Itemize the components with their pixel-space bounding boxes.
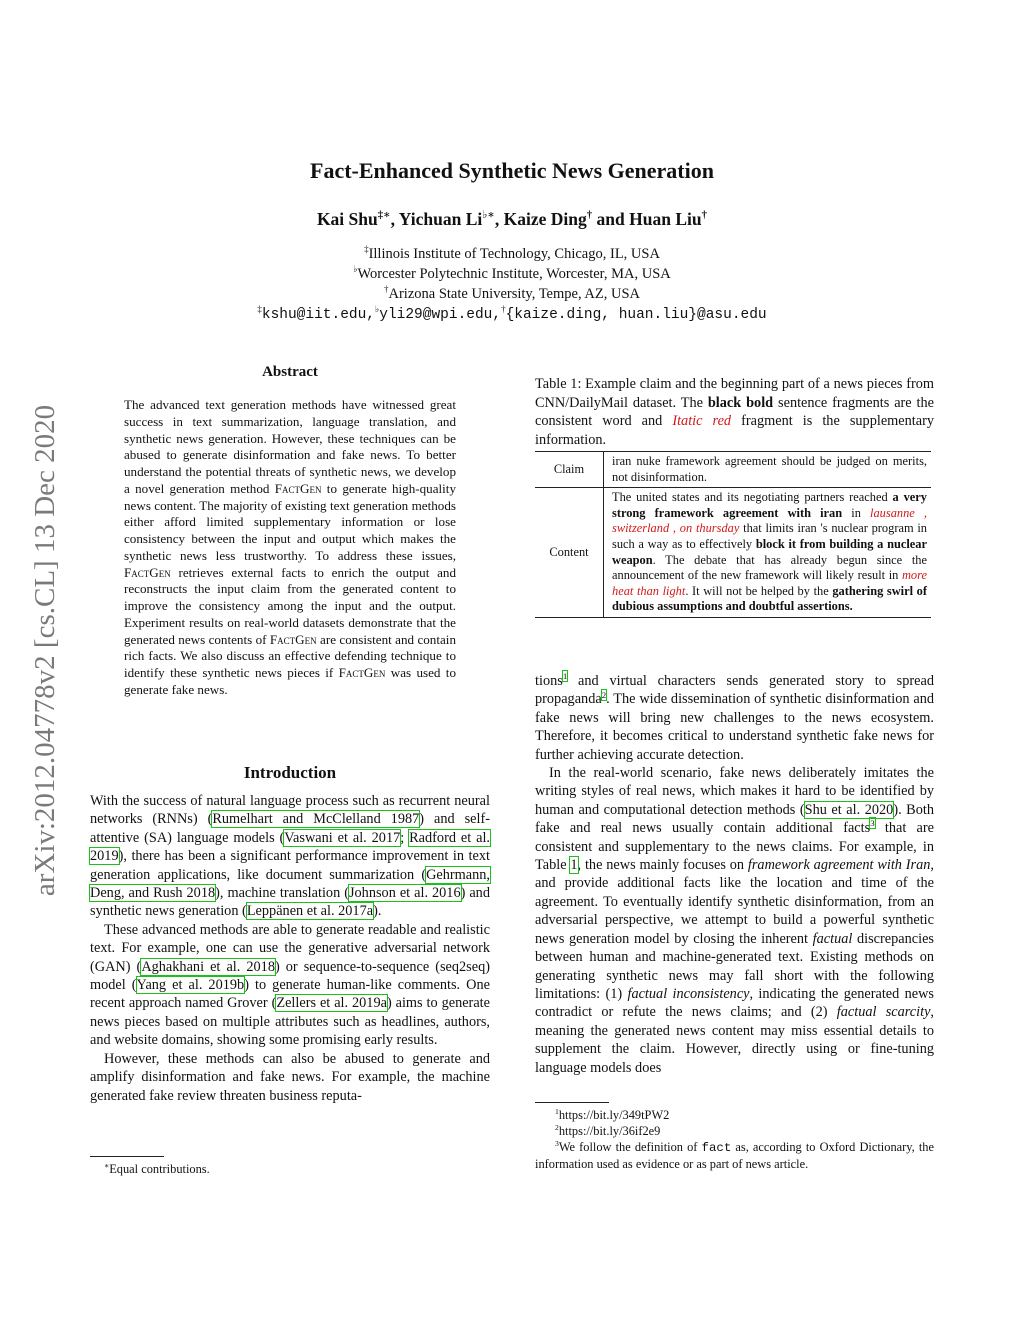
- table-row-content: [535, 488, 931, 618]
- text-run: . The debate that has already begun since the announcement of the new framework will likely result in: [612, 552, 927, 583]
- intro-left-column: [90, 792, 490, 1105]
- intro-paragraph: [535, 672, 934, 764]
- text-run: sentence fragments are the consistent word and: [535, 394, 935, 430]
- email-mark: †: [501, 304, 506, 315]
- footnote-url[interactable]: https://bit.ly/349tPW2: [558, 1108, 670, 1122]
- footnote-mark: 1: [555, 1106, 559, 1116]
- text-run-bold: gathering swirl of dubious assumptions and doubtful assertions.: [612, 583, 928, 614]
- text-run: ). Both fake and real news usually contain additional facts: [535, 801, 934, 837]
- text-run: ) or sequence-to-sequence (seq2seq) model (: [90, 958, 490, 994]
- intro-paragraph: [90, 792, 490, 921]
- text-run: and virtual characters sends generated story to spread propaganda: [535, 673, 934, 708]
- text-run: , the news mainly focuses on: [577, 857, 748, 874]
- footnote-item: [535, 1123, 934, 1139]
- footnote-text: Equal contributions.: [109, 1162, 210, 1176]
- text-run: that are consistent and supplementary to the news claims. For example, in Table: [535, 820, 934, 874]
- footnote-code: fact: [701, 1141, 732, 1155]
- arxiv-stamp-text: arXiv:2012.04778v2 [cs.CL] 13 Dec 2020: [29, 404, 62, 896]
- table-label-claim: Claim: [535, 452, 604, 488]
- footnote-link[interactable]: 1: [562, 671, 568, 682]
- text-run-italic: factual: [812, 930, 853, 947]
- intro-right-column: [535, 672, 934, 1077]
- text-run: ) and self-attentive (SA) language models (: [90, 811, 490, 846]
- author-separator: ,: [390, 209, 399, 229]
- text-run: , and provide additional facts like the location and time of the agreement. To eventually identify synthetic disinformation, from an adversarial perspective, we attempt to build a powerful synthetic news generation model by closing the inherent: [535, 857, 934, 947]
- citation-link[interactable]: Aghakhani et al. 2018: [141, 958, 275, 975]
- text-run: Table 1: Example claim and the beginning part of a news pieces from CNN/DailyMail dataset. The: [535, 376, 934, 411]
- footnote-text: as, according to Oxford Dictionary, the information used as evidence or as part of news article.: [535, 1140, 934, 1171]
- text-run-bold: a very strong framework agreement with iran: [612, 490, 927, 520]
- affiliation-text: Illinois Institute of Technology, Chicago, IL, USA: [368, 246, 660, 262]
- abstract-text: are consistent and contain rich facts. We also discuss an effective defending technique to identify these synthetic news pieces if: [124, 631, 456, 680]
- abstract-text: The advanced text generation methods have witnessed great success in text summarization, language translation, and synthetic news generation. However, these techniques can be abused to generate disinformation and fake news. To better understand the potential threats of synthetic news, we develop a novel generation method: [124, 397, 456, 496]
- citation-link[interactable]: Johnson et al. 2016: [348, 885, 461, 902]
- text-run: These advanced methods are able to generate readable and realistic text. For example, one can use the generative adversarial network (GAN) (: [90, 921, 490, 975]
- affiliation-text: Worcester Polytechnic Institute, Worcester, MA, USA: [357, 266, 671, 282]
- section-heading-introduction: Introduction: [243, 763, 337, 782]
- text-run: ), there has been a significant performance improvement in text generation applications, like document summarization (: [90, 848, 490, 883]
- author-mark: ‡∗: [377, 209, 391, 222]
- text-run: . It will not be helped by the: [685, 583, 833, 598]
- text-run: in: [842, 505, 871, 520]
- abstract-body: [124, 397, 456, 699]
- text-run: , meaning the generated news content may miss essential details to supplement the claim. However, directly using or fine-tuning language models does: [535, 1004, 934, 1076]
- affiliation: [0, 286, 1024, 303]
- footnote-item: [535, 1107, 934, 1123]
- footnote-item: [535, 1139, 934, 1172]
- email-link[interactable]: yli29@wpi.edu,: [379, 307, 502, 323]
- abstract-heading: Abstract: [262, 364, 318, 380]
- footnote-url[interactable]: https://bit.ly/36if2e9: [558, 1124, 661, 1138]
- text-run: ).: [373, 903, 382, 920]
- text-run: ) and synthetic news generation (: [90, 885, 490, 920]
- text-run: , indicating the generated news contradict or refute the news claims; and (2): [535, 985, 934, 1021]
- citation-link[interactable]: Radford et al. 2019: [90, 829, 490, 865]
- footnote-text: We follow the definition of: [558, 1140, 702, 1154]
- email-link[interactable]: {kaize.ding, huan.liu}@asu.edu: [505, 307, 767, 323]
- text-run: tions: [535, 673, 563, 689]
- text-run-italic: framework agreement with Iran: [747, 857, 931, 874]
- citation-link[interactable]: Gehrmann, Deng, and Rush 2018: [90, 866, 490, 902]
- method-name: FactGen: [338, 665, 386, 680]
- table-content-text: [604, 488, 932, 618]
- footnote-link[interactable]: 2: [601, 689, 607, 700]
- affiliation-mark: †: [384, 284, 389, 295]
- footnote-rule: [535, 1102, 609, 1103]
- abstract-text: retrieves external facts to enrich the output and reconstructs the input claim from the generated content to improve the consistency among the input and the output. Experiment results on real-world datasets demonstrate that the generated news contents of: [124, 564, 456, 647]
- abstract-text: was used to generate fake news.: [124, 665, 456, 697]
- citation-link[interactable]: Zellers et al. 2019a: [276, 995, 387, 1012]
- table-label-content: Content: [535, 488, 604, 618]
- affiliation-text: Arizona State University, Tempe, AZ, USA: [388, 286, 640, 302]
- text-run: discrepancies between human and machine-generated text. Existing methods on generating synthetic news may fall short with the following limitations: (1): [535, 930, 934, 1002]
- affiliation-mark: ‡: [364, 244, 369, 255]
- text-run-red: Itatic red: [672, 413, 732, 430]
- text-run-red: more heat than light: [612, 568, 927, 598]
- text-run: fragment is the supplementary information.: [535, 413, 935, 448]
- text-run: ) aims to generate news pieces based on multiple attributes such as headlines, authors, and website domains, showing some promising early results.: [90, 995, 490, 1049]
- author-separator: and: [592, 209, 630, 229]
- author-mark: ♭∗: [482, 209, 495, 222]
- author-name: Kaize Ding: [503, 209, 587, 229]
- text-run-red: lausanne , switzerland , on thursday: [612, 505, 928, 536]
- author-separator: ,: [494, 209, 504, 229]
- intro-paragraph: However, these methods can also be abused to generate and amplify disinformation and fake news. For example, the machine generated fake review threaten business reputa-: [90, 1050, 490, 1104]
- email-link[interactable]: kshu@iit.edu,: [261, 307, 375, 323]
- footnote-link[interactable]: 3: [870, 818, 875, 829]
- affiliation-mark: ♭: [353, 264, 358, 275]
- footnote-rule: [90, 1156, 164, 1157]
- table-claim-text: iran nuke framework agreement should be judged on merits, not disinformation.: [604, 452, 932, 488]
- author-list: [0, 209, 1024, 230]
- abstract-text: to generate high-quality news content. The majority of existing text generation methods either afford limited supplementary information or lose consistency between the input and output which makes the synthetic news less trustworthy. To address these issues,: [124, 480, 456, 563]
- table-row-claim: [535, 452, 931, 488]
- author-name: Huan Liu: [629, 209, 702, 229]
- author-mark: †: [586, 209, 593, 222]
- email-mark: ♭: [375, 304, 380, 315]
- text-run: ) to generate human-like comments. One recent approach named Grover (: [90, 977, 490, 1012]
- method-name: FactGen: [274, 480, 322, 496]
- example-table: [535, 451, 931, 618]
- footnotes-right: [535, 1107, 934, 1172]
- footnote-mark: 2: [555, 1122, 559, 1132]
- text-run: The united states and its negotiating partners reached: [612, 490, 893, 505]
- affiliation: [0, 266, 1024, 283]
- text-run: ;: [400, 829, 410, 846]
- email-mark: ‡: [257, 304, 262, 315]
- text-run: that limits iran 's nuclear program in such a way as to effectively: [612, 521, 927, 551]
- text-run: . The wide dissemination of synthetic disinformation and fake news will bring new challenges to the news ecosystem. Therefore, it becomes critical to understand synthetic fake news for further achieving accurate detection.: [535, 691, 934, 763]
- intro-paragraph: [535, 764, 934, 1077]
- text-run: In the real-world scenario, fake news deliberately imitates the writing styles of real news, which makes it hard to be identified by human and computational detection methods (: [535, 765, 934, 818]
- method-name: FactGen: [269, 631, 317, 647]
- footnote-mark: ∗: [104, 1160, 110, 1170]
- email-line: [0, 306, 1024, 323]
- citation-link[interactable]: Shu et al. 2020: [804, 801, 894, 818]
- table-caption: [535, 375, 934, 449]
- footnote-equal-contribution: [90, 1161, 490, 1177]
- text-run-bold: block it from building a nuclear weapon: [612, 536, 927, 567]
- paper-title: Fact-Enhanced Synthetic News Generation: [310, 158, 714, 183]
- citation-link[interactable]: Rumelhart and McClelland 1987: [212, 811, 420, 828]
- text-run-italic: factual inconsistency: [627, 985, 750, 1002]
- text-run: With the success of natural language process such as recurrent neural networks (RNNs) (: [90, 793, 490, 828]
- table-reference-link[interactable]: 1: [570, 857, 578, 874]
- method-name: FactGen: [124, 564, 171, 580]
- citation-link[interactable]: Vaswani et al. 2017: [284, 829, 401, 846]
- footnote-mark: 3: [555, 1138, 559, 1148]
- citation-link[interactable]: Leppänen et al. 2017a: [246, 903, 374, 920]
- intro-paragraph: [90, 921, 490, 1050]
- author-name: Yichuan Li: [398, 209, 483, 229]
- author-name: Kai Shu: [316, 209, 378, 229]
- text-run-bold: black bold: [707, 394, 774, 411]
- author-mark: †: [701, 209, 708, 222]
- arxiv-stamp: [24, 350, 68, 950]
- citation-link[interactable]: Yang et al. 2019b: [136, 977, 245, 994]
- text-run-italic: factual scarcity: [836, 1004, 931, 1021]
- affiliation: [0, 246, 1024, 263]
- text-run: ), machine translation (: [215, 885, 349, 902]
